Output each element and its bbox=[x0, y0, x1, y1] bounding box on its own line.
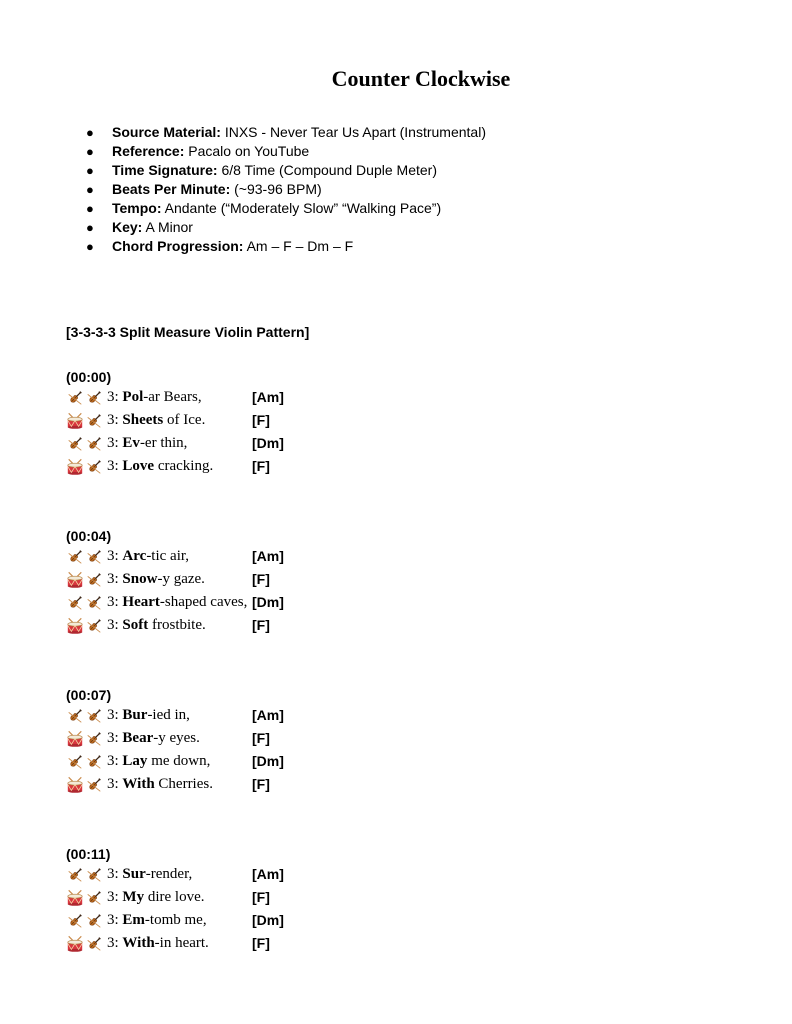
chord-label: [F] bbox=[252, 458, 270, 474]
beat-count: 3: bbox=[107, 707, 123, 723]
lyric-remainder: -tic air, bbox=[146, 548, 190, 564]
chord-label: [Dm] bbox=[252, 594, 284, 610]
section-timestamp: (00:00) bbox=[66, 369, 112, 385]
info-chord-progression bbox=[84, 237, 486, 256]
lyric-text bbox=[107, 455, 213, 478]
lyric-text bbox=[107, 932, 209, 955]
beat-count: 3: bbox=[107, 571, 123, 587]
beat-count: 3: bbox=[107, 912, 123, 928]
lyric-text bbox=[107, 432, 187, 455]
chord-label: [Dm] bbox=[252, 435, 284, 451]
lyric-remainder: -shaped caves, bbox=[159, 594, 248, 610]
instrument-icons bbox=[66, 866, 106, 884]
beat-count: 3: bbox=[107, 594, 123, 610]
violin-icon bbox=[85, 435, 103, 453]
violin-icon bbox=[66, 389, 84, 407]
beat-count: 3: bbox=[107, 412, 123, 428]
lyric-remainder: me down, bbox=[147, 753, 211, 769]
chord-label: [Am] bbox=[252, 548, 284, 564]
stressed-syllable: With bbox=[122, 776, 155, 792]
violin-icon bbox=[66, 548, 84, 566]
lyric-text bbox=[107, 727, 200, 750]
violin-icon bbox=[66, 594, 84, 612]
instrument-icons bbox=[66, 730, 106, 748]
beat-count: 3: bbox=[107, 617, 123, 633]
stressed-syllable: Sheets bbox=[122, 412, 164, 428]
lyric-remainder: -er thin, bbox=[139, 435, 188, 451]
lyric-remainder: -ar Bears, bbox=[143, 389, 202, 405]
violin-icon bbox=[85, 571, 103, 589]
lyric-text bbox=[107, 545, 189, 568]
stressed-syllable: Heart bbox=[122, 594, 160, 610]
lyric-text bbox=[107, 591, 247, 614]
instrument-icons bbox=[66, 935, 106, 953]
lyric-remainder: -ied in, bbox=[147, 707, 190, 723]
violin-icon bbox=[85, 707, 103, 725]
stressed-syllable: Bur bbox=[122, 707, 148, 723]
lyric-section bbox=[66, 368, 486, 478]
drum-icon bbox=[66, 776, 84, 794]
chord-label: [Am] bbox=[252, 866, 284, 882]
violin-icon bbox=[85, 548, 103, 566]
instrument-icons bbox=[66, 548, 106, 566]
lyric-text bbox=[107, 614, 206, 637]
lyric-text bbox=[107, 750, 210, 773]
drum-icon bbox=[66, 571, 84, 589]
lyric-remainder: -in heart. bbox=[154, 935, 209, 951]
lyric-line bbox=[66, 750, 486, 773]
lyric-remainder: -y eyes. bbox=[153, 730, 200, 746]
violin-icon bbox=[66, 707, 84, 725]
lyric-line bbox=[66, 386, 486, 409]
info-value: INXS - Never Tear Us Apart (Instrumental) bbox=[224, 124, 486, 140]
info-value: Andante (“Moderately Slow” “Walking Pace”) bbox=[164, 200, 442, 216]
instrument-icons bbox=[66, 571, 106, 589]
stressed-syllable: Lay bbox=[122, 753, 148, 769]
bullet: ● bbox=[86, 239, 94, 254]
violin-icon bbox=[85, 730, 103, 748]
info-reference bbox=[84, 142, 486, 161]
lyric-remainder: -y gaze. bbox=[157, 571, 205, 587]
info-key bbox=[84, 218, 486, 237]
instrument-icons bbox=[66, 594, 106, 612]
lyric-line bbox=[66, 545, 486, 568]
lyric-text bbox=[107, 568, 205, 591]
beat-count: 3: bbox=[107, 730, 123, 746]
lyric-text bbox=[107, 409, 205, 432]
lyric-line bbox=[66, 409, 486, 432]
lyric-line bbox=[66, 591, 486, 614]
section-timestamp: (00:07) bbox=[66, 687, 112, 703]
violin-icon bbox=[66, 435, 84, 453]
lyric-line bbox=[66, 614, 486, 637]
chord-label: [F] bbox=[252, 617, 270, 633]
info-bpm bbox=[84, 180, 486, 199]
drum-icon bbox=[66, 617, 84, 635]
lyric-line bbox=[66, 704, 486, 727]
lyric-text bbox=[107, 886, 205, 909]
instrument-icons bbox=[66, 617, 106, 635]
chord-label: [Dm] bbox=[252, 912, 284, 928]
chord-label: [Am] bbox=[252, 707, 284, 723]
lyric-section bbox=[66, 845, 486, 955]
lyric-remainder: -tomb me, bbox=[144, 912, 207, 928]
lyric-remainder: frostbite. bbox=[148, 617, 206, 633]
chord-label: [F] bbox=[252, 730, 270, 746]
violin-icon bbox=[85, 617, 103, 635]
chord-label: [F] bbox=[252, 412, 270, 428]
chord-label: [Dm] bbox=[252, 753, 284, 769]
instrument-icons bbox=[66, 889, 106, 907]
instrument-icons bbox=[66, 776, 106, 794]
stressed-syllable: Soft bbox=[122, 617, 149, 633]
section-timestamp: (00:04) bbox=[66, 528, 112, 544]
pattern-heading: [3-3-3-3 Split Measure Violin Pattern] bbox=[66, 324, 310, 340]
info-tempo bbox=[84, 199, 486, 218]
bullet: ● bbox=[86, 144, 94, 159]
beat-count: 3: bbox=[107, 389, 123, 405]
info-label: Key: bbox=[112, 219, 143, 235]
info-value: (~93-96 BPM) bbox=[234, 181, 322, 197]
beat-count: 3: bbox=[107, 889, 123, 905]
stressed-syllable: With bbox=[122, 935, 155, 951]
instrument-icons bbox=[66, 458, 106, 476]
stressed-syllable: Sur bbox=[122, 866, 146, 882]
instrument-icons bbox=[66, 753, 106, 771]
lyric-remainder: dire love. bbox=[144, 889, 205, 905]
info-label: Time Signature: bbox=[112, 162, 218, 178]
drum-icon bbox=[66, 889, 84, 907]
info-label: Reference: bbox=[112, 143, 185, 159]
beat-count: 3: bbox=[107, 548, 123, 564]
lyric-text bbox=[107, 909, 207, 932]
violin-icon bbox=[85, 753, 103, 771]
lyric-section bbox=[66, 686, 486, 796]
lyric-line bbox=[66, 455, 486, 478]
chord-label: [F] bbox=[252, 571, 270, 587]
lyric-remainder: cracking. bbox=[154, 458, 214, 474]
page-title: Counter Clockwise bbox=[331, 66, 511, 91]
beat-count: 3: bbox=[107, 935, 123, 951]
lyric-line bbox=[66, 886, 486, 909]
stressed-syllable: Arc bbox=[122, 548, 147, 564]
violin-icon bbox=[66, 912, 84, 930]
beat-count: 3: bbox=[107, 866, 123, 882]
drum-icon bbox=[66, 730, 84, 748]
lyric-text bbox=[107, 773, 213, 796]
beat-count: 3: bbox=[107, 753, 123, 769]
bullet: ● bbox=[86, 163, 94, 178]
song-info-list bbox=[84, 123, 486, 256]
instrument-icons bbox=[66, 707, 106, 725]
bullet: ● bbox=[86, 220, 94, 235]
lyric-line bbox=[66, 909, 486, 932]
bullet: ● bbox=[86, 182, 94, 197]
drum-icon bbox=[66, 412, 84, 430]
violin-icon bbox=[85, 866, 103, 884]
lyric-line bbox=[66, 863, 486, 886]
info-value: 6/8 Time (Compound Duple Meter) bbox=[221, 162, 437, 178]
stressed-syllable: Bear bbox=[122, 730, 154, 746]
info-label: Beats Per Minute: bbox=[112, 181, 231, 197]
drum-icon bbox=[66, 935, 84, 953]
stressed-syllable: Snow bbox=[122, 571, 158, 587]
beat-count: 3: bbox=[107, 776, 123, 792]
info-value: Pacalo on YouTube bbox=[188, 143, 310, 159]
violin-icon bbox=[85, 889, 103, 907]
bullet: ● bbox=[86, 201, 94, 216]
chord-label: [F] bbox=[252, 889, 270, 905]
lyric-remainder: of Ice. bbox=[163, 412, 206, 428]
lyric-line bbox=[66, 727, 486, 750]
info-label: Tempo: bbox=[112, 200, 162, 216]
info-label: Source Material: bbox=[112, 124, 221, 140]
violin-icon bbox=[85, 389, 103, 407]
chord-label: [F] bbox=[252, 776, 270, 792]
section-timestamp: (00:11) bbox=[66, 846, 111, 862]
lyric-line bbox=[66, 932, 486, 955]
lyric-line bbox=[66, 568, 486, 591]
beat-count: 3: bbox=[107, 458, 123, 474]
bullet: ● bbox=[86, 125, 94, 140]
lyric-line bbox=[66, 432, 486, 455]
lyric-text bbox=[107, 863, 192, 886]
violin-icon bbox=[66, 753, 84, 771]
violin-icon bbox=[66, 866, 84, 884]
violin-icon bbox=[85, 776, 103, 794]
info-source-material bbox=[84, 123, 486, 142]
info-value: A Minor bbox=[145, 219, 193, 235]
instrument-icons bbox=[66, 389, 106, 407]
lyric-remainder: -render, bbox=[145, 866, 193, 882]
instrument-icons bbox=[66, 412, 106, 430]
chord-label: [F] bbox=[252, 935, 270, 951]
violin-icon bbox=[85, 594, 103, 612]
drum-icon bbox=[66, 458, 84, 476]
info-value: Am – F – Dm – F bbox=[246, 238, 354, 254]
violin-icon bbox=[85, 412, 103, 430]
stressed-syllable: My bbox=[122, 889, 145, 905]
beat-count: 3: bbox=[107, 435, 123, 451]
stressed-syllable: Em bbox=[122, 912, 145, 928]
instrument-icons bbox=[66, 912, 106, 930]
violin-icon bbox=[85, 935, 103, 953]
info-label: Chord Progression: bbox=[112, 238, 244, 254]
stressed-syllable: Love bbox=[122, 458, 155, 474]
lyric-line bbox=[66, 773, 486, 796]
lyric-text bbox=[107, 704, 190, 727]
lyric-section bbox=[66, 527, 486, 637]
chord-label: [Am] bbox=[252, 389, 284, 405]
lyric-text bbox=[107, 386, 202, 409]
instrument-icons bbox=[66, 435, 106, 453]
info-time-signature bbox=[84, 161, 486, 180]
lyric-remainder: Cherries. bbox=[154, 776, 213, 792]
violin-icon bbox=[85, 912, 103, 930]
stressed-syllable: Ev bbox=[122, 435, 140, 451]
stressed-syllable: Pol bbox=[122, 389, 144, 405]
violin-icon bbox=[85, 458, 103, 476]
